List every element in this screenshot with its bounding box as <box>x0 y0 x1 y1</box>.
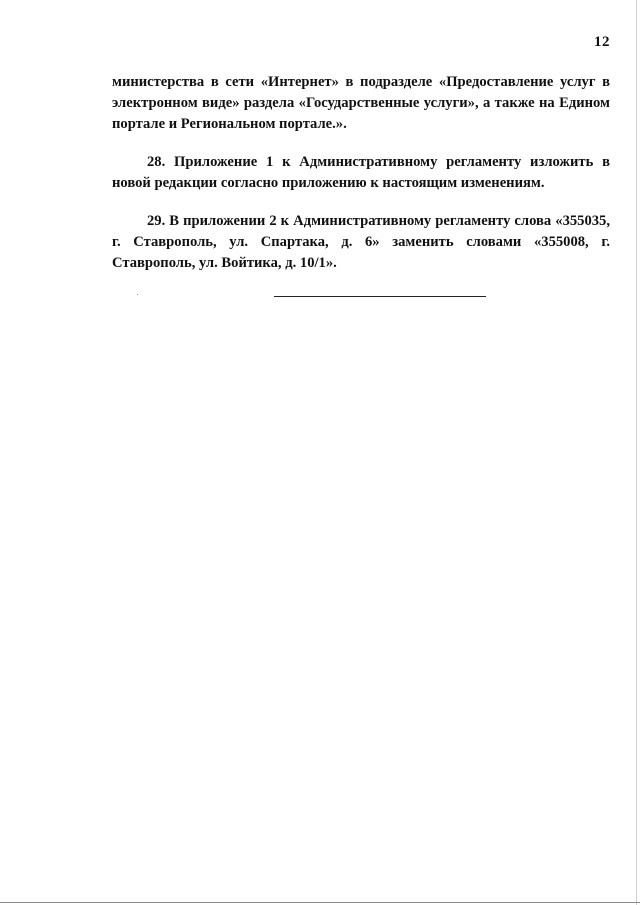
paragraph-continuation: министерства в сети «Интернет» в подразделе «Предоставление услуг в электронном виде» раздела «Государственные услуги», а также на Едином портале и Региональном портале.». <box>112 74 610 132</box>
page-edge-right <box>636 0 637 905</box>
page-edge-bottom <box>0 902 640 903</box>
paragraph-item-29: 29. В приложении 2 к Административному регламенту слова «355035, г. Ставрополь, ул. Спартака, д. 6» заменить словами «355008, г. Ставрополь, ул. Войтика, д. 10/1». <box>112 213 610 271</box>
paragraph-item-28: 28. Приложение 1 к Административному регламенту изложить в новой редакции согласно приложению к настоящим изменениям. <box>112 154 610 191</box>
document-body <box>112 72 610 291</box>
page-number: 12 <box>594 34 610 50</box>
end-divider-line <box>274 296 486 297</box>
scan-speck <box>137 294 138 295</box>
